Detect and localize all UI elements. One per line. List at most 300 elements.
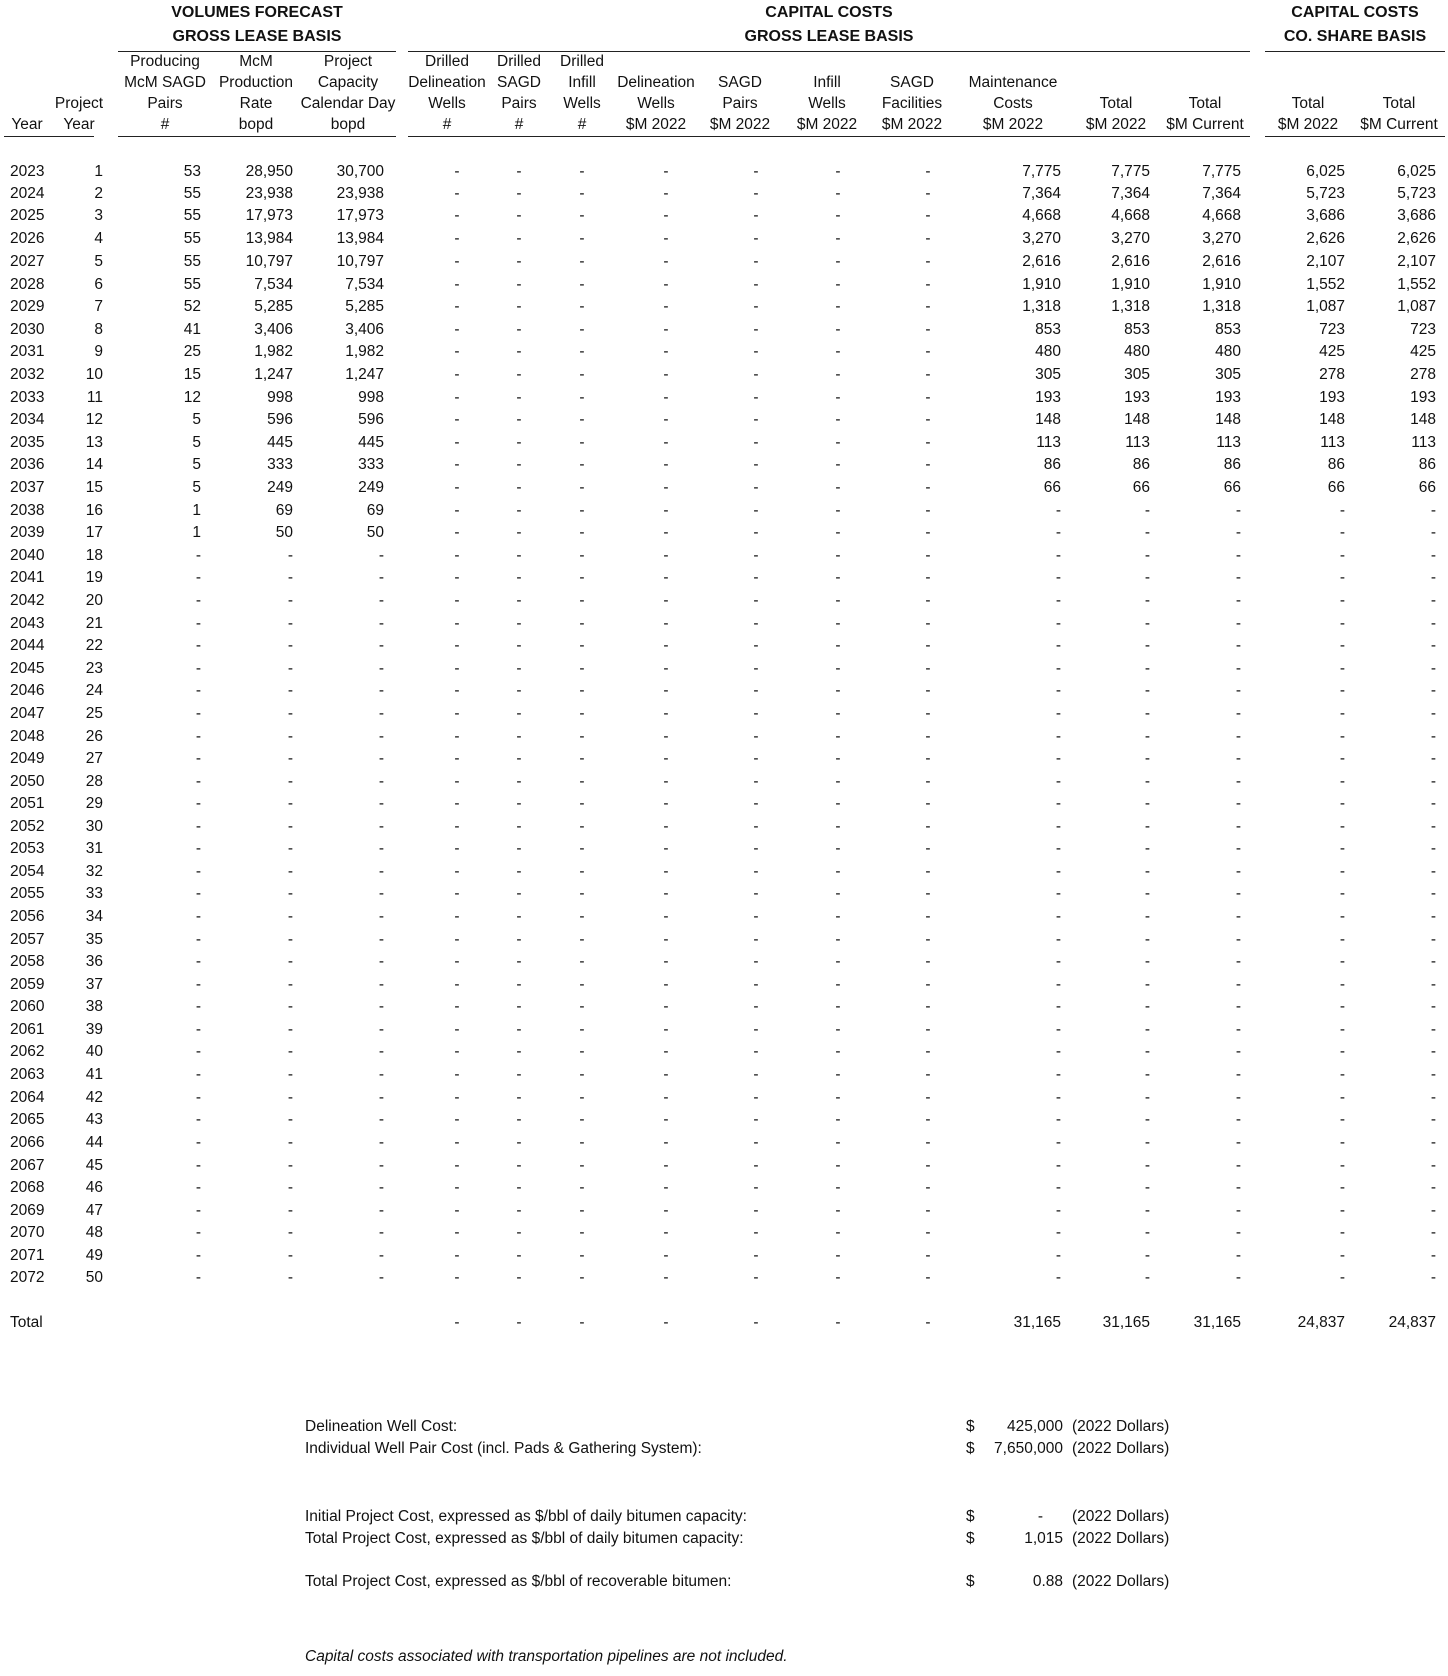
table-cell: - — [579, 389, 585, 406]
table-cell: - — [378, 592, 384, 609]
note-label: Individual Well Pair Cost (incl. Pads & Gathering System): — [305, 1440, 702, 1457]
column-header-cell: Drilled — [560, 53, 604, 70]
table-cell: 86 — [1223, 456, 1241, 473]
table-cell: - — [579, 1021, 585, 1038]
table-cell: - — [1144, 818, 1150, 835]
table-cell: - — [663, 682, 669, 699]
table-cell: - — [516, 931, 522, 948]
table-cell: 25 — [183, 343, 201, 360]
table-cell: - — [1055, 569, 1061, 586]
table-cell: 86 — [1043, 456, 1061, 473]
table-cell: - — [195, 750, 201, 767]
table-cell: - — [663, 321, 669, 338]
table-cell: 193 — [1035, 389, 1061, 406]
table-cell: - — [1430, 1134, 1436, 1151]
table-cell: 6,025 — [1397, 163, 1436, 180]
column-header-cell: Capacity — [317, 74, 379, 91]
table-cell: - — [753, 773, 759, 790]
table-cell: - — [1430, 1089, 1436, 1106]
table-cell: - — [516, 298, 522, 315]
table-cell: - — [1430, 885, 1436, 902]
table-cell: - — [516, 389, 522, 406]
table-cell: - — [835, 547, 841, 564]
table-cell: - — [663, 637, 669, 654]
table-cell: - — [195, 1111, 201, 1128]
note-unit: (2022 Dollars) — [1072, 1530, 1170, 1547]
column-header-cell: SAGD — [890, 74, 934, 91]
table-cell: - — [195, 1021, 201, 1038]
table-cell: 596 — [358, 411, 384, 428]
total-cell — [294, 1312, 384, 1334]
table-cell: 305 — [1124, 366, 1150, 383]
table-cell: 19 — [85, 569, 103, 586]
table-cell: 2064 — [10, 1089, 45, 1106]
table-cell: 5,723 — [1306, 185, 1345, 202]
table-row — [0, 658, 1448, 680]
table-row — [0, 1109, 1448, 1131]
table-cell: - — [835, 502, 841, 519]
table-cell: - — [835, 524, 841, 541]
total-cell: - — [753, 1314, 759, 1331]
table-cell: - — [378, 1179, 384, 1196]
table-cell: - — [753, 818, 759, 835]
table-cell: 2028 — [10, 276, 45, 293]
table-cell: 998 — [358, 389, 384, 406]
table-cell: - — [579, 547, 585, 564]
table-cell: - — [378, 818, 384, 835]
table-cell: - — [454, 840, 460, 857]
table-row — [0, 205, 1448, 227]
table-cell: 50 — [85, 1269, 103, 1286]
table-cell: 2048 — [10, 728, 45, 745]
table-cell: 11 — [86, 389, 103, 406]
table-cell: - — [835, 728, 841, 745]
table-cell: 30 — [85, 818, 103, 835]
table-cell: 8 — [94, 321, 103, 338]
table-cell: - — [454, 524, 460, 541]
table-cell: - — [663, 1134, 669, 1151]
table-row — [0, 996, 1448, 1018]
group-underline — [1265, 51, 1445, 52]
table-cell: - — [1235, 750, 1241, 767]
table-cell: - — [1144, 569, 1150, 586]
table-row — [0, 1064, 1448, 1086]
table-cell: - — [516, 456, 522, 473]
table-cell: - — [835, 705, 841, 722]
column-header-cell: $M 2022 — [982, 116, 1044, 133]
table-row — [0, 951, 1448, 973]
table-cell: - — [835, 1202, 841, 1219]
table-cell: - — [1430, 1021, 1436, 1038]
table-cell: - — [1339, 524, 1345, 541]
table-cell: - — [663, 908, 669, 925]
table-cell: - — [663, 1089, 669, 1106]
table-cell: - — [925, 1224, 931, 1241]
table-cell: - — [454, 343, 460, 360]
table-cell: - — [1430, 998, 1436, 1015]
table-cell: 3,406 — [254, 321, 293, 338]
table-cell: - — [516, 1089, 522, 1106]
table-cell: - — [579, 434, 585, 451]
table-cell: 2029 — [10, 298, 45, 315]
column-header-cell: Wells — [808, 95, 846, 112]
table-cell: 24 — [85, 682, 103, 699]
table-cell: - — [1339, 931, 1345, 948]
table-cell: 2056 — [10, 908, 45, 925]
table-cell: - — [579, 976, 585, 993]
table-cell: - — [287, 1043, 293, 1060]
table-cell: - — [753, 728, 759, 745]
table-cell: - — [378, 705, 384, 722]
table-cell: - — [663, 863, 669, 880]
column-header-cell: SAGD — [718, 74, 762, 91]
table-cell: - — [1430, 1157, 1436, 1174]
table-cell: - — [663, 728, 669, 745]
table-cell: - — [516, 276, 522, 293]
table-cell: 40 — [85, 1043, 103, 1060]
table-cell: - — [663, 1021, 669, 1038]
table-cell: 27 — [85, 750, 103, 767]
table-cell: - — [195, 953, 201, 970]
table-row — [0, 861, 1448, 883]
table-cell: 2070 — [10, 1224, 45, 1241]
table-cell: - — [925, 998, 931, 1015]
table-cell: 44 — [85, 1134, 103, 1151]
table-cell: 480 — [1215, 343, 1241, 360]
table-cell: - — [663, 1179, 669, 1196]
table-cell: - — [753, 1043, 759, 1060]
column-header-cell: Project — [54, 95, 104, 112]
table-cell: - — [925, 863, 931, 880]
table-cell: - — [925, 456, 931, 473]
header-underline — [408, 136, 1250, 137]
table-cell: - — [378, 728, 384, 745]
table-cell: - — [1339, 502, 1345, 519]
column-header-cell: $M 2022 — [1277, 116, 1339, 133]
column-header-cell: Drilled — [425, 53, 469, 70]
header-underline — [4, 136, 94, 137]
column-header-cell: Drilled — [497, 53, 541, 70]
table-cell: - — [1144, 1089, 1150, 1106]
note-currency: $ — [966, 1573, 975, 1590]
table-cell: - — [287, 908, 293, 925]
table-cell: - — [454, 1269, 460, 1286]
table-cell: 425 — [1410, 343, 1436, 360]
table-cell: 17,973 — [245, 207, 293, 224]
footnote: Capital costs associated with transportation pipelines are not included. — [305, 1648, 788, 1665]
table-cell: - — [287, 953, 293, 970]
table-cell: - — [454, 1224, 460, 1241]
table-cell: - — [835, 637, 841, 654]
table-cell: - — [1055, 1157, 1061, 1174]
table-cell: 66 — [1132, 479, 1150, 496]
table-cell: - — [925, 389, 931, 406]
table-cell: - — [663, 1269, 669, 1286]
table-cell: - — [516, 750, 522, 767]
table-cell: - — [1144, 524, 1150, 541]
table-cell: - — [378, 795, 384, 812]
table-cell: - — [516, 1021, 522, 1038]
column-header-cell: McM SAGD — [124, 74, 206, 91]
table-cell: - — [287, 1089, 293, 1106]
table-cell: - — [753, 885, 759, 902]
table-cell: - — [1055, 524, 1061, 541]
table-cell: - — [454, 592, 460, 609]
table-cell: - — [925, 321, 931, 338]
table-cell: 853 — [1035, 321, 1061, 338]
table-cell: - — [378, 840, 384, 857]
table-cell: 148 — [1035, 411, 1061, 428]
table-cell: - — [454, 321, 460, 338]
table-cell: - — [753, 298, 759, 315]
table-cell: 2060 — [10, 998, 45, 1015]
table-cell: 2071 — [10, 1247, 45, 1264]
table-cell: - — [1235, 1157, 1241, 1174]
table-cell: - — [753, 908, 759, 925]
table-cell: - — [925, 1066, 931, 1083]
table-cell: - — [925, 207, 931, 224]
table-cell: 13,984 — [245, 230, 293, 247]
table-cell: 723 — [1410, 321, 1436, 338]
table-cell: 48 — [85, 1224, 103, 1241]
table-cell: - — [287, 773, 293, 790]
table-cell: 7,775 — [1111, 163, 1150, 180]
table-cell: - — [835, 795, 841, 812]
table-cell: - — [1144, 615, 1150, 632]
table-cell: - — [925, 366, 931, 383]
table-cell: 18 — [85, 547, 103, 564]
table-cell: 2062 — [10, 1043, 45, 1060]
table-cell: - — [1144, 1179, 1150, 1196]
table-cell: - — [1144, 931, 1150, 948]
table-cell: - — [1144, 547, 1150, 564]
table-row — [0, 387, 1448, 409]
table-row — [0, 635, 1448, 657]
table-cell: - — [1339, 840, 1345, 857]
total-cell: - — [925, 1314, 931, 1331]
table-cell: - — [378, 998, 384, 1015]
table-cell: - — [1055, 795, 1061, 812]
table-cell: - — [1144, 1157, 1150, 1174]
table-cell: - — [835, 207, 841, 224]
table-cell: - — [1430, 569, 1436, 586]
table-cell: 69 — [275, 502, 293, 519]
header-underline — [118, 136, 396, 137]
table-cell: - — [925, 931, 931, 948]
table-cell: - — [1144, 705, 1150, 722]
table-cell: 2058 — [10, 953, 45, 970]
table-cell: 2066 — [10, 1134, 45, 1151]
table-cell: - — [287, 750, 293, 767]
column-header-cell: Infill — [813, 74, 841, 91]
table-cell: - — [516, 1043, 522, 1060]
table-cell: 305 — [1215, 366, 1241, 383]
table-cell: - — [753, 931, 759, 948]
table-cell: - — [925, 840, 931, 857]
table-cell: - — [195, 569, 201, 586]
table-row — [0, 974, 1448, 996]
table-cell: - — [579, 366, 585, 383]
table-row — [0, 1019, 1448, 1041]
table-cell: - — [378, 615, 384, 632]
table-cell: - — [925, 163, 931, 180]
table-cell: - — [1339, 705, 1345, 722]
table-cell: - — [1055, 592, 1061, 609]
table-cell: 22 — [85, 637, 103, 654]
table-cell: - — [1235, 1043, 1241, 1060]
table-cell: 49 — [85, 1247, 103, 1264]
table-cell: 1,982 — [345, 343, 384, 360]
table-cell: 2035 — [10, 434, 45, 451]
table-cell: - — [753, 840, 759, 857]
table-cell: - — [1235, 885, 1241, 902]
table-cell: - — [753, 637, 759, 654]
table-cell: - — [1430, 705, 1436, 722]
table-cell: 4,668 — [1111, 207, 1150, 224]
table-cell: - — [579, 1202, 585, 1219]
table-cell: - — [663, 1202, 669, 1219]
table-cell: 55 — [183, 230, 201, 247]
note-value: 0.88 — [1032, 1573, 1063, 1590]
table-cell: 3,270 — [1022, 230, 1061, 247]
table-cell: - — [835, 321, 841, 338]
table-cell: 2038 — [10, 502, 45, 519]
table-cell: - — [195, 1224, 201, 1241]
total-cell — [203, 1312, 293, 1334]
table-cell: - — [1055, 660, 1061, 677]
table-cell: - — [663, 163, 669, 180]
table-cell: 45 — [85, 1157, 103, 1174]
table-cell: - — [753, 615, 759, 632]
table-cell: - — [454, 637, 460, 654]
table-cell: 2055 — [10, 885, 45, 902]
table-cell: - — [1055, 1224, 1061, 1241]
table-cell: 20 — [85, 592, 103, 609]
table-row — [0, 816, 1448, 838]
table-cell: - — [753, 592, 759, 609]
table-cell: - — [753, 343, 759, 360]
table-cell: - — [1235, 1202, 1241, 1219]
table-cell: - — [1055, 931, 1061, 948]
table-cell: - — [1339, 1202, 1345, 1219]
table-cell: - — [835, 253, 841, 270]
table-cell: - — [195, 795, 201, 812]
table-cell: - — [925, 185, 931, 202]
table-cell: - — [195, 660, 201, 677]
column-header-cell: # — [160, 116, 170, 133]
table-cell: - — [579, 343, 585, 360]
table-cell: - — [1235, 818, 1241, 835]
table-cell: - — [378, 953, 384, 970]
table-cell: - — [1339, 1157, 1345, 1174]
table-cell: 28,950 — [245, 163, 293, 180]
table-cell: - — [925, 1202, 931, 1219]
table-cell: - — [1055, 1111, 1061, 1128]
table-cell: - — [1235, 908, 1241, 925]
table-cell: - — [835, 1111, 841, 1128]
table-cell: - — [1235, 705, 1241, 722]
table-cell: - — [835, 818, 841, 835]
table-cell: 2069 — [10, 1202, 45, 1219]
note-currency: $ — [966, 1418, 975, 1435]
table-cell: - — [516, 343, 522, 360]
table-cell: - — [1144, 953, 1150, 970]
table-cell: - — [663, 298, 669, 315]
table-cell: 3,686 — [1306, 207, 1345, 224]
table-cell: - — [1235, 524, 1241, 541]
table-cell: - — [1339, 1224, 1345, 1241]
table-cell: - — [579, 795, 585, 812]
table-cell: 480 — [1124, 343, 1150, 360]
table-cell: - — [454, 998, 460, 1015]
table-cell: 41 — [85, 1066, 103, 1083]
table-cell: 66 — [1223, 479, 1241, 496]
table-cell: - — [1144, 682, 1150, 699]
table-row — [0, 1087, 1448, 1109]
table-cell: 5 — [192, 479, 201, 496]
table-cell: - — [1235, 615, 1241, 632]
table-cell: 35 — [85, 931, 103, 948]
table-cell: - — [579, 276, 585, 293]
table-cell: - — [516, 185, 522, 202]
table-cell: - — [516, 207, 522, 224]
table-cell: 1,910 — [1202, 276, 1241, 293]
table-cell: - — [516, 569, 522, 586]
table-cell: - — [516, 615, 522, 632]
table-cell: - — [753, 795, 759, 812]
table-cell: - — [579, 818, 585, 835]
table-cell: - — [1144, 976, 1150, 993]
table-cell: - — [378, 1247, 384, 1264]
table-cell: - — [454, 411, 460, 428]
table-row — [0, 1222, 1448, 1244]
table-cell: - — [516, 1157, 522, 1174]
table-cell: - — [1430, 592, 1436, 609]
table-cell: 25 — [85, 705, 103, 722]
table-cell: 2026 — [10, 230, 45, 247]
table-cell: - — [663, 1111, 669, 1128]
table-row — [0, 522, 1448, 544]
table-cell: - — [454, 931, 460, 948]
table-cell: - — [579, 411, 585, 428]
table-cell: - — [925, 1043, 931, 1060]
table-row — [0, 703, 1448, 725]
table-cell: - — [454, 795, 460, 812]
table-cell: - — [1339, 682, 1345, 699]
table-cell: - — [1430, 1066, 1436, 1083]
group-header-line2: GROSS LEASE BASIS — [744, 28, 914, 45]
table-cell: - — [1055, 1043, 1061, 1060]
table-cell: - — [516, 818, 522, 835]
table-cell: - — [378, 547, 384, 564]
table-cell: - — [287, 615, 293, 632]
table-cell: - — [516, 773, 522, 790]
table-cell: - — [1339, 547, 1345, 564]
table-cell: - — [1235, 728, 1241, 745]
table-cell: - — [663, 569, 669, 586]
table-cell: 17 — [85, 524, 103, 541]
table-cell: - — [835, 1134, 841, 1151]
table-cell: - — [516, 998, 522, 1015]
table-cell: - — [753, 389, 759, 406]
column-header-cell: Total — [1188, 95, 1222, 112]
table-cell: 480 — [1035, 343, 1061, 360]
table-cell: 2047 — [10, 705, 45, 722]
table-cell: - — [454, 1134, 460, 1151]
table-cell: - — [516, 524, 522, 541]
table-cell: - — [925, 592, 931, 609]
table-cell: - — [1339, 1247, 1345, 1264]
